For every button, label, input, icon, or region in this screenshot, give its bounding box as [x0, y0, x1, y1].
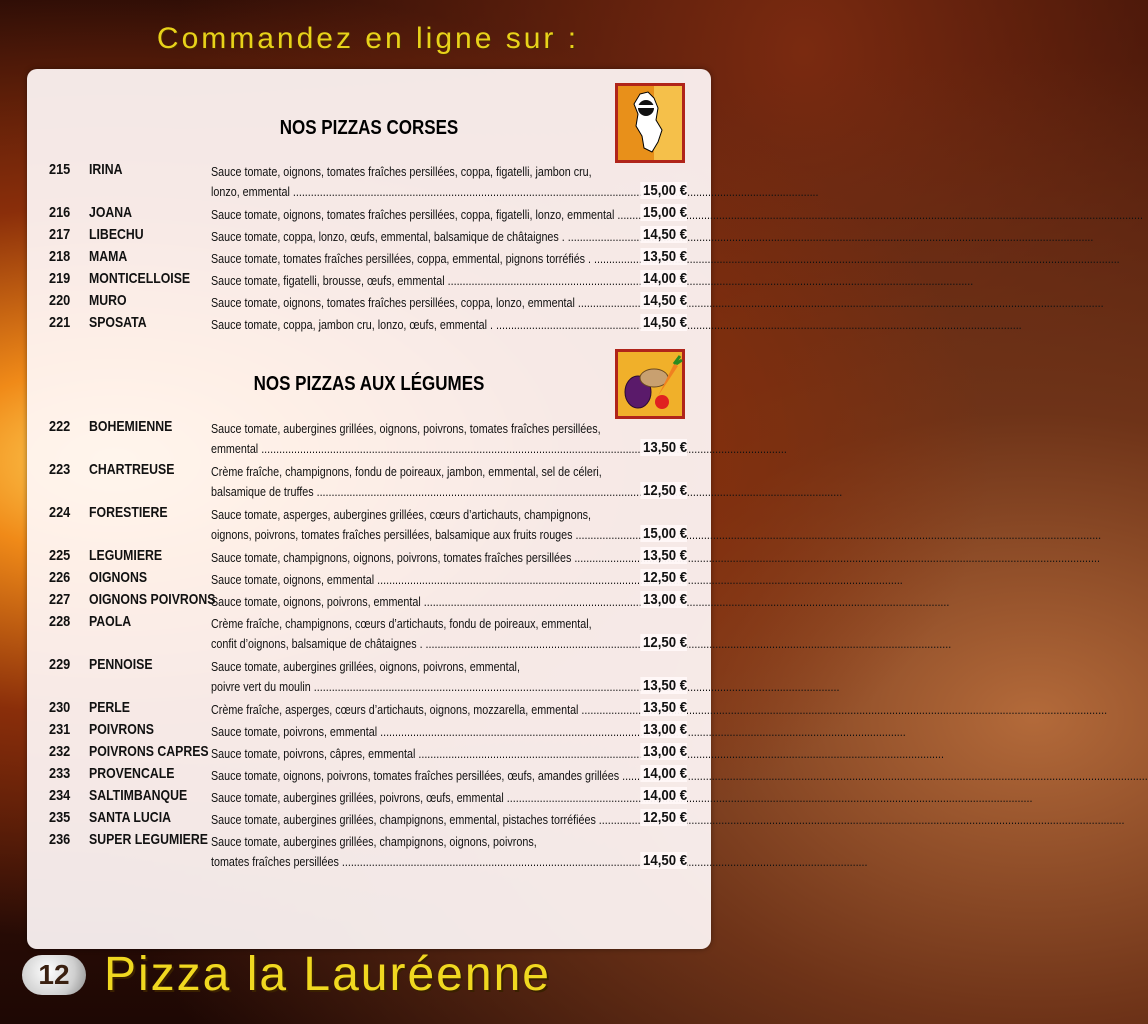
item-name: BOHEMIENNE — [89, 418, 173, 435]
description-line: tomates fraîches persillées ..... — [211, 852, 631, 872]
item-number: 224 — [49, 504, 71, 521]
description-line: poivre vert du moulin ..... — [211, 677, 631, 697]
menu-item — [27, 248, 711, 269]
item-price: 15,00 € — [640, 525, 687, 542]
item-price: 14,00 € — [640, 787, 687, 804]
description-line: Sauce tomate, oignons, tomates fraîches persillées, coppa, lonzo, emmental ..... — [211, 293, 631, 313]
item-name: POIVRONS — [89, 721, 154, 738]
item-name: MURO — [89, 292, 127, 309]
description-line: Sauce tomate, poivrons, emmental ..... — [211, 722, 631, 742]
description-line: Sauce tomate, poivrons, câpres, emmental ..... — [211, 744, 631, 764]
menu-item — [27, 591, 711, 612]
item-description — [211, 570, 572, 590]
description-line: Sauce tomate, oignons, poivrons, tomates fraîches persillées, œufs, amandes grillées ..... — [211, 766, 631, 786]
description-line: Sauce tomate, tomates fraîches persillées, coppa, emmental, pignons torréfiés . ..... — [211, 249, 631, 269]
item-number: 229 — [49, 656, 71, 673]
item-name: CHARTREUSE — [89, 461, 175, 478]
item-number: 215 — [49, 161, 71, 178]
description-line: Crème fraîche, asperges, cœurs d’artichauts, oignons, mozzarella, emmental ..... — [211, 700, 631, 720]
item-number: 232 — [49, 743, 71, 760]
item-name: OIGNONS — [89, 569, 148, 586]
menu-item — [27, 461, 711, 503]
description-line: Sauce tomate, coppa, jambon cru, lonzo, œufs, emmental . ..... — [211, 315, 631, 335]
item-price: 14,50 € — [640, 314, 687, 331]
item-price: 13,50 € — [640, 248, 687, 265]
item-description — [211, 788, 572, 808]
menu-item — [27, 504, 711, 546]
item-name: OIGNONS POIVRONS — [89, 591, 216, 608]
description-line: emmental ..... — [211, 439, 631, 459]
item-description — [211, 810, 596, 830]
menu-item — [27, 569, 711, 590]
menu-item — [27, 314, 711, 335]
description-line: Sauce tomate, oignons, emmental ..... — [211, 570, 631, 590]
item-name: LIBECHU — [89, 226, 144, 243]
menu-item — [27, 613, 711, 655]
item-number: 227 — [49, 591, 71, 608]
menu-item — [27, 809, 711, 830]
item-name: SALTIMBANQUE — [89, 787, 188, 804]
restaurant-name: Pizza la Lauréenne — [104, 948, 551, 1001]
item-price: 14,00 € — [640, 765, 687, 782]
item-number: 236 — [49, 831, 71, 848]
item-description — [211, 744, 572, 764]
description-line: Sauce tomate, oignons, tomates fraîches persillées, coppa, figatelli, lonzo, emmental ..... — [211, 205, 631, 225]
item-description — [211, 722, 572, 742]
item-description — [211, 205, 615, 225]
item-number: 220 — [49, 292, 71, 309]
description-line: Sauce tomate, aubergines grillées, poivrons, œufs, emmental ..... — [211, 788, 631, 808]
item-description — [211, 548, 572, 568]
item-number: 234 — [49, 787, 71, 804]
item-description — [211, 462, 602, 502]
menu-item — [27, 292, 711, 313]
menu-item — [27, 743, 711, 764]
description-line: oignons, poivrons, tomates fraîches persillées, balsamique aux fruits rouges ..... — [211, 525, 631, 545]
item-number: 218 — [49, 248, 71, 265]
item-description — [211, 700, 579, 720]
description-line: balsamique de truffes ..... — [211, 482, 631, 502]
item-number: 226 — [49, 569, 71, 586]
description-line: Sauce tomate, aubergines grillées, champignons, oignons, poivrons, — [211, 835, 537, 849]
item-price: 13,50 € — [640, 439, 687, 456]
description-line: Sauce tomate, aubergines grillées, champignons, emmental, pistaches torréfiées ..... — [211, 810, 631, 830]
item-description — [211, 505, 592, 545]
description-line: Sauce tomate, asperges, aubergines grillées, cœurs d’artichauts, champignons, — [211, 508, 592, 522]
item-name: FORESTIERE — [89, 504, 168, 521]
item-price: 14,50 € — [640, 292, 687, 309]
item-name: MAMA — [89, 248, 128, 265]
item-price: 12,50 € — [640, 569, 687, 586]
item-description — [211, 315, 572, 335]
item-price: 13,00 € — [640, 591, 687, 608]
menu-item — [27, 547, 711, 568]
page-number: 12 — [22, 955, 86, 995]
description-line: Sauce tomate, aubergines grillées, oignons, poivrons, emmental, — [211, 660, 520, 674]
item-name: SANTA LUCIA — [89, 809, 171, 826]
menu-item — [27, 765, 711, 786]
item-number: 223 — [49, 461, 71, 478]
menu-item — [27, 721, 711, 742]
item-description — [211, 419, 601, 459]
menu-item — [27, 787, 711, 808]
description-line: Crème fraîche, champignons, cœurs d’artichauts, fondu de poireaux, emmental, — [211, 617, 592, 631]
item-price: 13,50 € — [640, 547, 687, 564]
item-price: 12,50 € — [640, 482, 687, 499]
item-price: 12,50 € — [640, 809, 687, 826]
item-number: 231 — [49, 721, 71, 738]
item-description — [211, 227, 572, 247]
item-name: IRINA — [89, 161, 123, 178]
menu-item — [27, 204, 711, 225]
item-description — [211, 249, 592, 269]
top-banner: Commandez en ligne sur : — [156, 22, 580, 55]
item-number: 221 — [49, 314, 71, 331]
item-description — [211, 162, 592, 202]
description-line: confit d’oignons, balsamique de châtaignes . ..... — [211, 634, 631, 654]
item-price: 15,00 € — [640, 182, 687, 199]
item-name: PAOLA — [89, 613, 132, 630]
item-name: LEGUMIERE — [89, 547, 163, 564]
item-number: 225 — [49, 547, 71, 564]
item-name: JOANA — [89, 204, 133, 221]
menu-item — [27, 418, 711, 460]
item-price: 12,50 € — [640, 634, 687, 651]
item-price: 14,50 € — [640, 226, 687, 243]
item-price: 13,50 € — [640, 677, 687, 694]
description-line: Sauce tomate, champignons, oignons, poivrons, tomates fraîches persillées ..... — [211, 548, 631, 568]
item-name: PROVENCALE — [89, 765, 175, 782]
description-line: Crème fraîche, champignons, fondu de poireaux, jambon, emmental, sel de céleri, — [211, 465, 602, 479]
section-title-legumes: NOS PIZZAS AUX LÉGUMES — [253, 373, 485, 395]
menu-item — [27, 226, 711, 247]
menu-item — [27, 161, 711, 203]
item-number: 219 — [49, 270, 71, 287]
item-number: 222 — [49, 418, 71, 435]
item-price: 15,00 € — [640, 204, 687, 221]
item-name: PERLE — [89, 699, 131, 716]
description-line: lonzo, emmental ..... — [211, 182, 631, 202]
menu-item — [27, 699, 711, 720]
item-price: 13,00 € — [640, 743, 687, 760]
description-line: Sauce tomate, oignons, tomates fraîches persillées, coppa, figatelli, jambon cru, — [211, 165, 592, 179]
menu-item — [27, 270, 711, 291]
item-name: MONTICELLOISE — [89, 270, 191, 287]
item-number: 228 — [49, 613, 71, 630]
description-line: Sauce tomate, aubergines grillées, oignons, poivrons, tomates fraîches persillées, — [211, 422, 601, 436]
item-description — [211, 614, 592, 654]
item-price: 14,50 € — [640, 852, 687, 869]
item-name: PENNOISE — [89, 656, 153, 673]
menu-item — [27, 656, 711, 698]
item-price: 13,50 € — [640, 699, 687, 716]
section-title-corses: NOS PIZZAS CORSES — [279, 117, 459, 139]
item-number: 230 — [49, 699, 71, 716]
description-line: Sauce tomate, figatelli, brousse, œufs, emmental ..... — [211, 271, 631, 291]
item-description — [211, 592, 572, 612]
item-price: 13,00 € — [640, 721, 687, 738]
item-number: 217 — [49, 226, 71, 243]
item-number: 235 — [49, 809, 71, 826]
description-line: Sauce tomate, oignons, poivrons, emmental ..... — [211, 592, 631, 612]
item-number: 216 — [49, 204, 71, 221]
item-description — [211, 657, 572, 697]
item-number: 233 — [49, 765, 71, 782]
item-name: SPOSATA — [89, 314, 147, 331]
item-description — [211, 293, 575, 313]
menu-panel — [27, 69, 711, 949]
item-description — [211, 766, 620, 786]
item-name: POIVRONS CAPRES — [89, 743, 209, 760]
item-description — [211, 832, 572, 872]
item-name: SUPER LEGUMIERE — [89, 831, 208, 848]
menu-item — [27, 831, 711, 873]
description-line: Sauce tomate, coppa, lonzo, œufs, emmental, balsamique de châtaignes . ..... — [211, 227, 631, 247]
item-description — [211, 271, 572, 291]
item-price: 14,00 € — [640, 270, 687, 287]
